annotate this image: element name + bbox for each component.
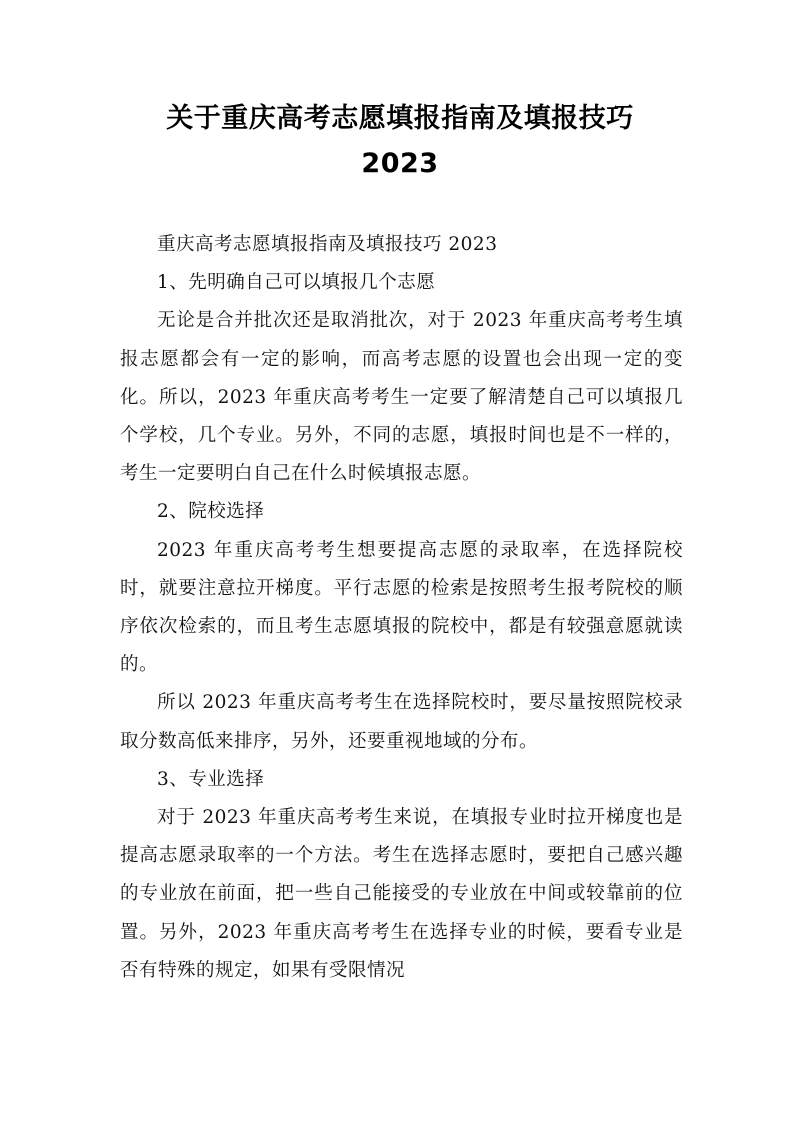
- section-heading-3: 3、专业选择: [157, 768, 265, 790]
- section-heading-1: 1、先明确自己可以填报几个志愿: [157, 272, 436, 294]
- section-heading-2: 2、院校选择: [157, 501, 265, 523]
- intro-heading: 重庆高考志愿填报指南及填报技巧 2023: [157, 234, 498, 255]
- document-title: 关于重庆高考志愿填报指南及填报技巧: [166, 103, 634, 134]
- document-body: [120, 226, 683, 990]
- paragraph: 2023 年重庆高考考生想要提高志愿的录取率，在选择院校时，就要注意拉开梯度。平行志愿的检索是按照考生报考院校的顺序依次检索的，而且考生志愿填报的院校中，都是有较强意愿就读的。: [120, 539, 683, 676]
- document-title-year: 2023: [361, 148, 439, 179]
- paragraph: 无论是合并批次还是取消批次，对于 2023 年重庆高考考生填报志愿都会有一定的影响，而高考志愿的设置也会出现一定的变化。所以，2023 年重庆高考考生一定要了解清楚自己可以填报几个学校，几个专业。另外，不同的志愿，填报时间也是不一样的，考生一定要明白自己在什么时候填报志愿。: [120, 310, 683, 485]
- paragraph: 所以 2023 年重庆高考考生在选择院校时，要尽量按照院校录取分数高低来排序，另外，还要重视地域的分布。: [120, 692, 683, 752]
- paragraph: 对于 2023 年重庆高考考生来说，在填报专业时拉开梯度也是提高志愿录取率的一个方法。考生在选择志愿时，要把自己感兴趣的专业放在前面，把一些自己能接受的专业放在中间或较靠前的位置。另外，2023 年重庆高考考生在选择专业的时候，要看专业是否有特殊的规定，如果有受限情况: [120, 807, 683, 981]
